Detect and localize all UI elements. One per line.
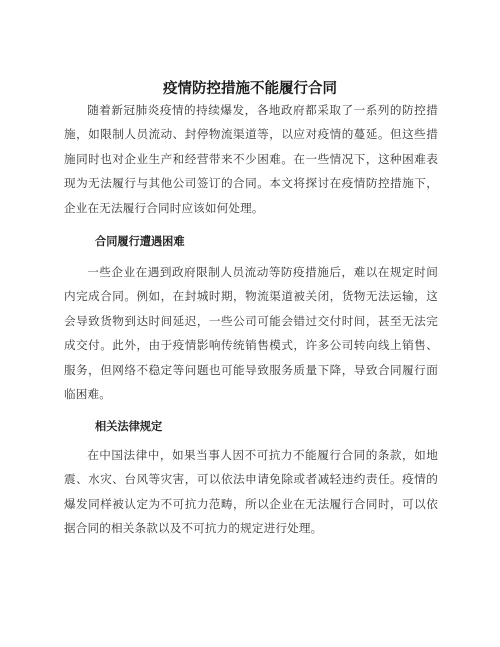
legal-provisions-paragraph: 在中国法律中，如果当事人因不可抗力不能履行合同的条款，如地震、水灾、台风等灾害，可以依法申请免除或者减轻违约责任。疫情的爆发同样被认定为不可抗力范畴，所以企业在无法履行合同时，可以依据合同的相关条款以及不可抗力的规定进行处理。: [64, 448, 438, 536]
document-title: 疫情防控措施不能履行合同: [163, 81, 337, 97]
contract-difficulty-paragraph: 一些企业在遇到政府限制人员流动等防疫措施后，难以在规定时间内完成合同。例如，在封城时期，物流渠道被关闭，货物无法运输，这会导致货物到达时间延迟，一些公司可能会错过交付时间，甚至无法完成交付。此外，由于疫情影响传统销售模式，许多公司转向线上销售、服务，但网络不稳定等问题也可能导致服务质量下降，导致合同履行面临困难。: [64, 265, 438, 402]
intro-paragraph: 随着新冠肺炎疫情的持续爆发，各地政府都采取了一系列的防控措施，如限制人员流动、封停物流渠道等，以应对疫情的蔓延。但这些措施同时也对企业生产和经营带来不少困难。在一些情况下，这种困难表现为无法履行与其他公司签订的合同。本文将探讨在疫情防控措施下，企业在无法履行合同时应该如何处理。: [64, 103, 438, 215]
section-heading-contract-difficulty: 合同履行遭遇困难: [95, 235, 185, 248]
section-heading-legal-provisions: 相关法律规定: [95, 420, 163, 433]
